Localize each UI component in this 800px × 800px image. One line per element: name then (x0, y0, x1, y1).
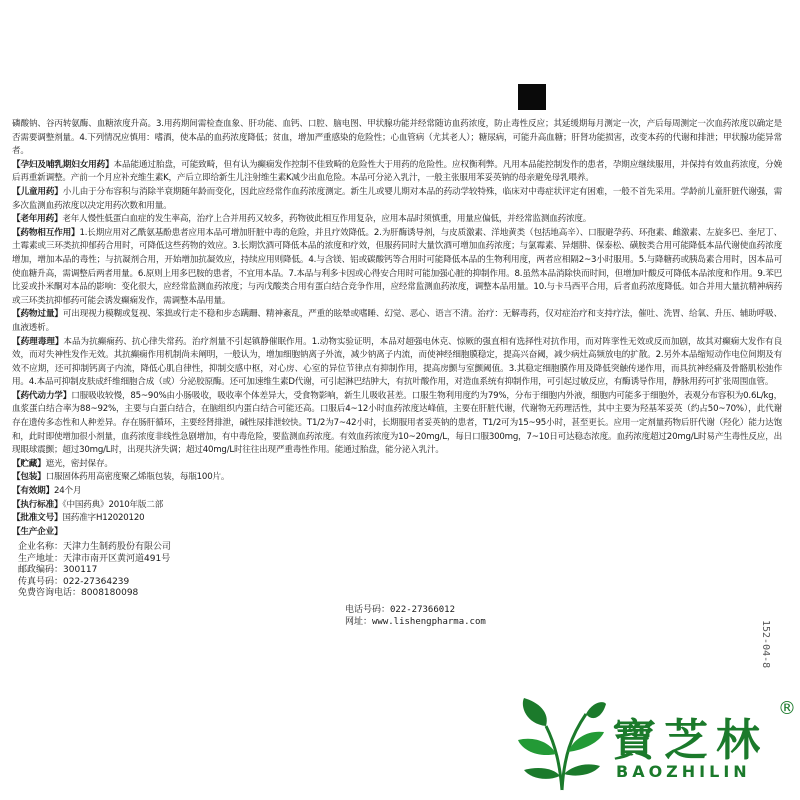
manufacturer-row (18, 554, 318, 566)
section-text: 遮光，密封保存。 (45, 458, 113, 469)
leaflet-paragraph (12, 336, 782, 390)
manufacturer-label: 生产地址： (18, 553, 64, 564)
registered-mark: ® (778, 698, 796, 719)
manufacturer-row (18, 577, 318, 589)
section-text: 《中国药典》2010年版二部 (62, 499, 164, 510)
leaflet-paragraph (12, 471, 782, 485)
section-text: 1.长期应用对乙酰氨基酚患者应用本品可增加肝脏中毒的危险，并且疗效降低。2.为肝酶诱导剂，与皮质激素、洋地黄类（包括地高辛）、口服避孕药、环孢素、雌激素、左旋多巴、奎尼丁、土霉素或三环类抗抑郁药合用时，可降低这些药物的效应。3.长期饮酒可降低本品的浓度和疗效，但服药同时大量饮酒可增加血药浓度；与氯霉素、异烟肼、保泰松、磺胺类合用可能降低本品代谢使血药浓度增加，增加本品的毒性；与抗凝剂合用，开始增加抗凝效应，持续应用则降低。4.与含镁、铝或碳酸钙等合用时可能降低本品的生物利用度，两者应相隔2~3小时服用。5.与降糖药或胰岛素合用时，因本品可使血糖升高，需调整后两者用量。6.原则上用多巴胺的患者，不宜用本品。7.本品与利多卡因或心得安合用时可能加强心脏的抑制作用。8.虽然本品消除快而时间，但增加叶酸反可降低本品浓度和作用。9.苯巴比妥或扑米酮对本品的影响：变化很大，应经常监测血药浓度；与丙戊酸类合用有蛋白结合竞争作用，应经常监测血药浓度，调整本品用量。10.与卡马西平合用，后者血药浓度降低。如合并用大量抗精神病药或三环类抗抑郁药可能会诱发癫痫发作，需调整本品用量。 (12, 227, 782, 306)
section-text: 口服固体药用高密度聚乙烯瓶包装，每瓶100片。 (45, 472, 230, 483)
manufacturer-value: 022-27364239 (63, 576, 130, 587)
manufacturer-label: 邮政编码： (18, 565, 64, 576)
manufacturer-row (18, 565, 318, 577)
section-heading: 【有效期】 (12, 486, 54, 497)
section-text: 本品为抗癫痫药、抗心律失常药。治疗剂量不引起镇静催眠作用。1.动物实验证明，本品对超强电休克、惊厥的强直相有选择性对抗作用，而对阵挛性无效或反而加剧，故其对癫痫大发作有良效，而对失神性发作无效。其抗癫痫作用机制尚未阐明，一般认为，增加细胞钠离子外流，减少钠离子内流，而使神经细胞膜稳定，提高兴奋阈，减少病灶高频放电的扩散。2.另外本品缩短动作电位间期及有效不应期，还可抑制钙离子内流，降低心肌自律性，抑制交感中枢，对心房、心室的异位节律点有抑制作用，提高房颤与室颤阈值。3.其稳定细胞膜作用及降低突触传递作用，而具抗神经痛及骨骼肌松弛作用。4.本品可抑制皮肤成纤维细胞合成（或）分泌胶原酶。还可加速维生素D代谢，可引起淋巴结肿大，有抗叶酸作用，对造血系统有抑制作用，可引起过敏反应，有酶诱导作用，静脉用药可扩张周围血管。 (12, 336, 782, 388)
leaf-plant-icon (516, 696, 608, 792)
section-text: 可出现视力模糊或复视、笨拙或行走不稳和步态蹒跚、精神紊乱，严重的眩晕或嗜睡、幻觉、恶心、语言不清。治疗：无解毒药，仅对症治疗和支持疗法，催吐、洗胃、给氧、升压、辅助呼吸、血液透析。 (12, 309, 782, 333)
section-text: 磷酸钠、谷丙转氨酶、血糖浓度升高。3.用药期间需检查血象、肝功能、血钙、口腔、脑电图、甲状腺功能并经常随访血药浓度，防止毒性反应；其延缓期每月测定一次，产后每周测定一次血药浓度以确定是否需要调整剂量。4.下列情况应慎用：嗜酒，使本品的血药浓度降低；贫血，增加严重感染的危险性；心血管病（尤其老人）；糖尿病，可能升高血糖；肝肾功能损害，改变本药的代谢和排泄；甲状腺功能异常者。 (12, 119, 782, 157)
manufacturer-value: 天津力生制药股份有限公司 (63, 542, 172, 552)
leaflet-paragraph (12, 186, 782, 213)
section-text: 小儿由于分布容积与消除半衰期随年龄而变化，因此应经常作血药浓度测定。新生儿或婴儿期对本品的药动学较特殊，临床对中毒症状评定有困难，一般不首先采用。学龄前儿童肝脏代谢强，需多次监测血药浓度以决定用药次数和用量。 (12, 186, 782, 211)
section-text: 24个月 (53, 486, 82, 497)
contact-info (345, 604, 486, 628)
section-heading: 【药物相互作用】 (12, 227, 80, 238)
leaflet-paragraph (12, 485, 782, 499)
leaflet-paragraph (12, 308, 782, 335)
section-heading: 【执行标准】 (12, 499, 63, 510)
manufacturer-row (18, 588, 318, 600)
manufacturer-value: 8008180098 (81, 588, 139, 599)
logo-chinese-name: 寶芝林 (612, 715, 768, 766)
section-heading: 【老年用药】 (12, 214, 63, 225)
leaflet-paragraph (12, 227, 782, 309)
manufacturer-info (18, 542, 318, 600)
leaflet-paragraph (12, 213, 782, 227)
section-heading: 【批准文号】 (12, 513, 63, 524)
section-heading: 【药物过量】 (12, 309, 63, 320)
section-heading: 【儿童用药】 (12, 186, 63, 197)
manufacturer-value: 天津市南开区黄河道491号 (63, 553, 171, 564)
logo-english-name: BAOZHILIN (616, 762, 751, 781)
section-heading: 【生产企业】 (12, 526, 63, 537)
phone-number: 电话号码：022-27366012 (345, 605, 456, 615)
leaflet-paragraph (12, 118, 782, 159)
baozhilin-logo (500, 690, 800, 800)
section-heading: 【包装】 (12, 472, 46, 483)
section-text: 国药准字H12020120 (62, 513, 145, 524)
leaflet-paragraph (12, 526, 782, 540)
leaflet-paragraph (12, 499, 782, 513)
manufacturer-label: 免费咨询电话： (18, 588, 82, 599)
section-text: 本品能通过胎盘，可能致畸，但有认为癫痫发作控制不佳致畸的危险性大于用药的危险性。应权衡利弊。凡用本品能控制发作的患者，孕期应继续服用，并保持有效血药浓度，分娩后再重新调整。产前一个月应补充维生素K，产后立即给新生儿注射维生素K减少出血危险。本品可分泌入乳汁，一般主张服用苯妥英钠的母亲避免母乳喂养。 (12, 159, 782, 184)
leaflet-paragraph (12, 512, 782, 526)
manufacturer-value: 300117 (63, 565, 98, 576)
leaflet-paragraph (12, 390, 782, 458)
side-print-code: 152-04-8 (760, 620, 771, 669)
leaflet-paragraph (12, 159, 782, 186)
section-text: 口服吸收较慢，85~90%由小肠吸收，吸收率个体差异大，受食物影响，新生儿吸收甚差。口服生物利用度约为79%，分布于细胞内外液，细胞内可能多于细胞外，表观分布容积为0.6L/kg，血浆蛋白结合率为88~92%，主要与白蛋白结合，在脑组织内蛋白结合可能还高。口服后4~12小时血药浓度达峰值，主要在肝脏代谢，代谢物无药理活性，其中主要为羟基苯妥英（约占50~70%），此代谢存在遗传多态性和人种差异。存在肠肝循环，主要经肾排泄，碱性尿排泄较快。T1/2为7~42小时，长期服用者妥英钠的患者，T1/2可为15~95小时，甚至更长。应用一定剂量药物后肝代谢（羟化）能力达饱和，此时即使增加很小剂量，血药浓度非线性急剧增加，有中毒危险，要监测血药浓度。有效血药浓度为10~20mg/L，每日口服300mg，7~10日可达稳态浓度。血药浓度超过20mg/L时易产生毒性反应，出现眼球震颤；超过30mg/L时，出现共济失调；超过40mg/L时往往出现严重毒性作用。能通过胎盘，能分泌入乳汁。 (12, 390, 782, 456)
leaflet-paragraph (12, 458, 782, 472)
manufacturer-row (18, 542, 318, 554)
section-heading: 【药理毒理】 (12, 336, 64, 347)
website: 网址：www.lishengpharma.com (345, 617, 486, 627)
section-heading: 【药代动力学】 (12, 390, 72, 401)
printer-mark-block (518, 84, 546, 110)
section-heading: 【贮藏】 (12, 458, 46, 469)
section-heading: 【孕妇及哺乳期妇女用药】 (12, 159, 114, 170)
manufacturer-label: 传真号码： (18, 576, 64, 587)
manufacturer-label: 企业名称： (18, 542, 64, 552)
section-text: 老年人慢性低蛋白血症的发生率高，治疗上合并用药又较多，药物彼此相互作用复杂，应用本品时须慎重，用量应偏低，并经常监测血药浓度。 (62, 214, 592, 225)
